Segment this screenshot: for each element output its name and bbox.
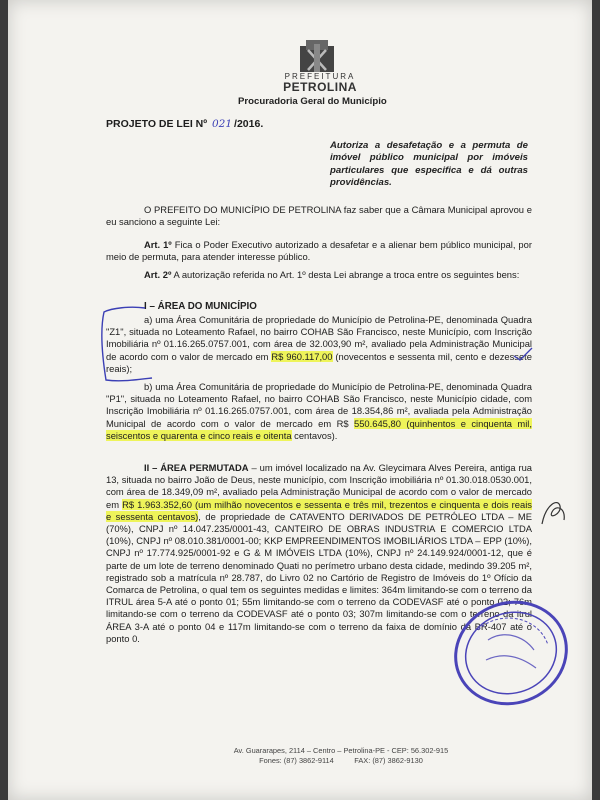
preamble: O PREFEITO DO MUNICÍPIO DE PETROLINA faz saber que a Câmara Municipal aprovou e eu sanciono a seguinte Lei: [106,204,532,228]
department-name: Procuradoria Geral do Município [238,96,387,107]
bill-title-suffix: /2016. [234,118,264,130]
section-2: II – ÁREA PERMUTADA – um imóvel localizado na Av. Gleycimara Alves Pereira, antiga rua 13, situada no bairro João de Deus, neste município, com Inscrição imobiliária nº 01.30.018.0530.001, com área de 18.349,09 m², avaliado pela Administração Municipal de acordo com o valor de mercado em R$ 1.963.352,60 (um milhão novecentos e sessenta e três mil, trezentos e cinquenta e dois reais e sessenta centavos), de propriedade de CATAVENTO DERIVADOS DE PETRÓLEO LTDA – ME (70%), CNPJ nº 14.047.235/0001-43, CANTEIRO DE OBRAS INDUSTRIA E COMERCIO LTDA (10%), CNPJ nº 08.010.381/0001-00; KKP EMPREENDIMENTOS IMOBILIÁRIOS LTDA – EPP (10%), CNPJ nº 17.774.925/0001-92 e G & M IMÓVEIS LTDA (10%), CNPJ nº 24.149.924/0001-12, que é parte de um lote de terreno denominado Quati no perímetro urbano desta cidade, medindo 39.205 m², registrado sob a matrícula nº 28.787, do Livro 02 no Cartório de Registro de Imóveis do 1º Ofício da Comarca de Petrolina, o qual tem os seguintes medidas e limites: 364m limitando-se com o terreno da ITRUL área 5-A até o ponto 01; 55m limitando-se com o terreno da CODEVASF até o ponto 02; 76m limitando-se com o terreno da CODEVASF até o ponto 03; 307m limitando-se com o terreno da itrul ÁREA 3-A até o ponto 04 e 117m limitando-se com o terreno da faixa de domínio da BR-407 até o ponto 0. [106,462,533,644]
article-2-text: A autorização referida no Art. 1º desta Lei abrange a troca entre os seguintes bens: [173,269,520,280]
section-2-value: R$ 1.963.352,60 (um milhão novecentos e sessenta e três mil, trezentos e cinquenta e dois reais e sessenta centavos) [106,498,532,522]
footer-address: Av. Guararapes, 2114 – Centro – Petrolina-PE - CEP: 56.302-915 [233,746,449,755]
item-b-value: 550.645,80 (quinhentos e cinquenta mil, seiscentos e quarenta e cinco reais e oitenta [106,417,532,441]
logo-line1: PREFEITURA [284,72,356,81]
article-1-label: Art. 1º [144,239,172,250]
section-2-heading: II – ÁREA PERMUTADA [144,462,249,473]
bill-title [106,118,263,130]
logo-line2: PETROLINA [283,80,357,94]
article-2-label: Art. 2º [144,269,172,280]
section-1-heading: I – ÁREA DO MUNICÍPIO [144,301,257,312]
bill-summary: Autoriza a desafetação e a permuta de imóvel público municipal por imóveis particulares que especifica e dá outras providências. [330,140,528,189]
section-1-item-b: b) uma Área Comunitária de propriedade do Município de Petrolina-PE, denominada Quadra "P1", situada no Loteamento Rafael, no bairro COHAB São Francisco, neste Município cidade, com Inscrição Imobiliária nº 01.16.265.0757.001, com área de 18.354,86 m², avaliada pela Administração Municipal de acordo com o valor de mercado em R$ 550.645,80 (quinhentos e cinquenta mil, seiscentos e quarenta e cinco reais e oitenta centavos). [106,381,532,441]
bill-number-handwritten: 021 [212,118,233,130]
item-a-value: R$ 960.117,00 [271,350,333,362]
article-1-text: Fica o Poder Executivo autorizado a desafetar e a alienar bem público municipal, por meio de permuta, para atender interesse público. [106,239,532,263]
footer-phones: Fones: (87) 3862-9114 FAX: (87) 3862-9130 [259,756,423,765]
article-1 [106,239,532,263]
handwritten-initials-mark [536,494,572,530]
article-2 [106,269,532,281]
bill-title-prefix: PROJETO DE LEI Nº [106,118,208,130]
section-1-item-a: a) uma Área Comunitária de propriedade do Município de Petrolina-PE, denominada Quadra "Z1", situada no Loteamento Rafael, no bairro COHAB São Francisco, neste Município, com Inscrição Imobiliária nº 01.16.265.0757.001, com área de 32.003,90 m², avaliado pela Administração Municipal de acordo com o valor de mercado em R$ 960.117,00 (novecentos e sessenta mil, cento e dezessete reais); [106,314,532,374]
document-page [8,0,592,800]
